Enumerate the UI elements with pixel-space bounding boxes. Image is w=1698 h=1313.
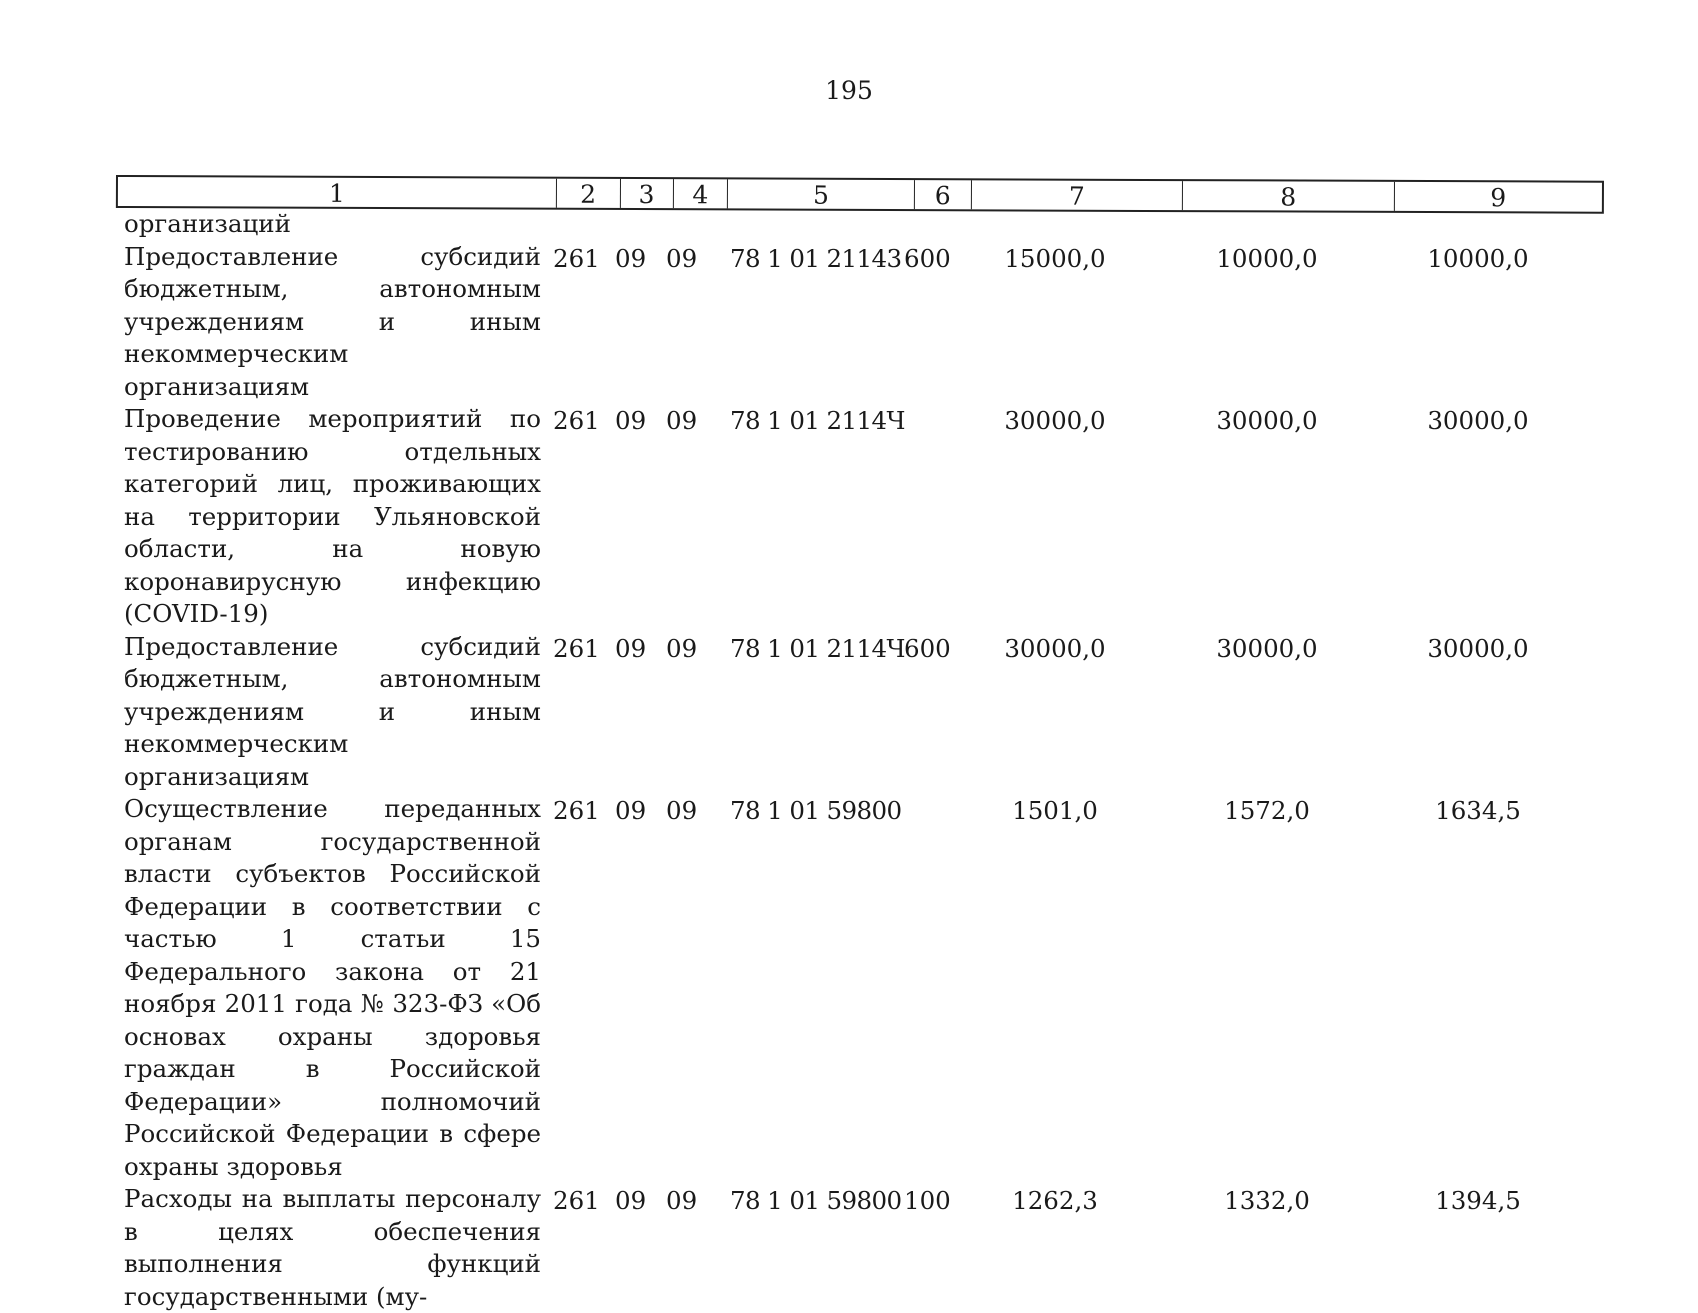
cell-col-3: 09 <box>615 1186 647 1215</box>
row-name: Осуществление переданных органам государственной власти субъектов Российской Федерации в соответствии с частью 1 статьи 15 Федерального закона от 21 ноября 2011 года № 323-ФЗ «Об основах охраны здоровья граждан в Российской Федерации» полномочий Российской Федерации в сфере охраны здоровья <box>124 794 541 1181</box>
cell-col-9: 30000,0 <box>1427 406 1529 435</box>
table-row <box>124 631 1604 794</box>
cell-col-7: 30000,0 <box>1004 633 1106 663</box>
cell-col-2: 261 <box>553 1186 600 1215</box>
row-name: Проведение мероприятий по тестированию отдельных категорий лиц, проживающих на территории Ульяновской области, на новую коронавирусную инфекцию (COVID-19) <box>124 404 541 628</box>
cell-col-4: 09 <box>666 243 698 273</box>
cell-col-8 <box>1160 208 1372 241</box>
cell-col-9: 1634,5 <box>1435 796 1521 825</box>
header-col-4: 4 <box>673 179 728 208</box>
header-col-8: 8 <box>1183 181 1395 211</box>
cell-col-5: 78 1 01 2114Ч <box>730 406 905 435</box>
cell-col-4: 09 <box>666 796 698 825</box>
cell-col-5: 78 1 01 21143 <box>730 243 902 273</box>
row-name: Расходы на выплаты персоналу в целях обеспечения выполнения функций государственными (му- <box>124 1184 541 1311</box>
cell-col-8: 30000,0 <box>1216 633 1318 663</box>
cell-col-3: 09 <box>615 633 647 663</box>
cell-col-9 <box>1372 208 1582 241</box>
cell-col-9: 10000,0 <box>1427 243 1529 273</box>
cell-col-6: 100 <box>904 1186 951 1215</box>
page-number: 195 <box>825 76 873 105</box>
cell-col-8: 10000,0 <box>1216 243 1318 273</box>
header-col-1: 1 <box>118 177 557 208</box>
table-row <box>124 1183 1604 1313</box>
cell-col-5: 78 1 01 59800 <box>730 796 902 825</box>
header-col-6: 6 <box>915 180 972 209</box>
cell-col-5 <box>717 208 896 241</box>
row-name: Предоставление субсидий бюджетным, автономным учреждениям и иным некоммерческим организациям <box>124 631 541 791</box>
cell-col-4: 09 <box>666 1186 698 1215</box>
row-name: организаций <box>124 209 291 238</box>
header-col-7: 7 <box>972 180 1184 210</box>
table-row <box>124 241 1604 404</box>
cell-col-7: 15000,0 <box>1004 243 1106 273</box>
cell-col-4 <box>662 208 717 241</box>
cell-col-8: 30000,0 <box>1216 406 1318 435</box>
cell-col-3 <box>609 208 662 241</box>
cell-col-9: 30000,0 <box>1427 633 1529 663</box>
cell-col-8: 1332,0 <box>1224 1186 1310 1215</box>
row-name: Предоставление субсидий бюджетным, автономным учреждениям и иным некоммерческим организациям <box>124 241 541 401</box>
cell-col-3: 09 <box>615 796 647 825</box>
cell-col-6: 600 <box>904 633 951 663</box>
cell-col-9: 1394,5 <box>1435 1186 1521 1215</box>
cell-col-2: 261 <box>553 243 600 273</box>
cell-col-7: 30000,0 <box>1004 406 1106 435</box>
header-col-3: 3 <box>621 179 674 208</box>
header-col-9: 9 <box>1490 183 1507 213</box>
cell-col-5: 78 1 01 59800 <box>730 1186 902 1215</box>
cell-col-4: 09 <box>666 406 698 435</box>
table-row <box>124 793 1604 1183</box>
cell-col-2 <box>545 208 609 241</box>
cell-col-5: 78 1 01 2114Ч <box>730 633 905 663</box>
cell-col-3: 09 <box>615 243 647 273</box>
cell-col-3: 09 <box>615 406 647 435</box>
cell-col-7 <box>948 208 1160 241</box>
header-col-5: 5 <box>728 179 915 209</box>
cell-col-7: 1262,3 <box>1012 1186 1098 1215</box>
cell-col-6 <box>896 793 948 1183</box>
cell-col-6 <box>896 403 948 631</box>
table-row <box>124 208 1604 241</box>
cell-col-2: 261 <box>553 406 600 435</box>
cell-col-6 <box>896 208 948 241</box>
cell-col-8: 1572,0 <box>1224 796 1310 825</box>
table-row <box>124 403 1604 631</box>
header-col-2: 2 <box>557 179 621 208</box>
cell-col-2: 261 <box>553 633 600 663</box>
cell-col-4: 09 <box>666 633 698 663</box>
cell-col-7: 1501,0 <box>1012 796 1098 825</box>
cell-col-6: 600 <box>904 243 951 273</box>
table-body <box>124 208 1604 1313</box>
cell-col-2: 261 <box>553 796 600 825</box>
